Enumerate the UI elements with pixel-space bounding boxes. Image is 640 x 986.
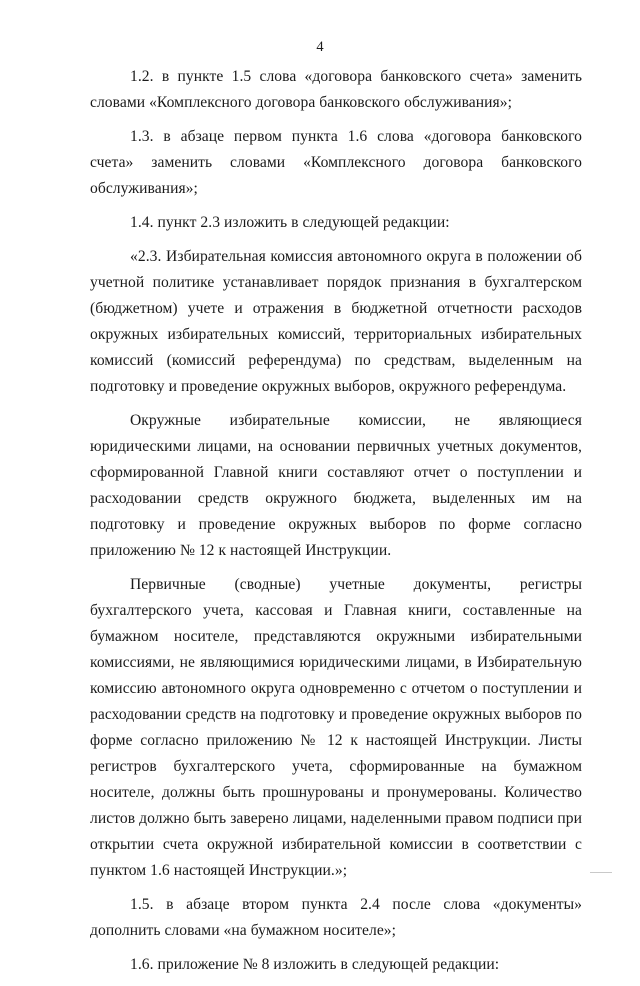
paragraph-1-2: 1.2. в пункте 1.5 слова «договора банковского счета» заменить словами «Комплексного договора банковского обслуживания»; bbox=[90, 68, 582, 111]
paragraph-1-5: 1.5. в абзаце втором пункта 2.4 после слова «документы» дополнить словами «на бумажном носителе»; bbox=[90, 896, 582, 939]
paragraph-district-commissions: Окружные избирательные комиссии, не являющиеся юридическими лицами, на основании первичных учетных документов, сформированной Главной книги составляют отчет о поступлении и расходовании средств окружного бюджета, выделенных им на подготовку и проведение окружных выборов по форме согласно приложению № 12 к настоящей Инструкции. bbox=[90, 412, 582, 559]
paragraph-1-6: 1.6. приложение № 8 изложить в следующей редакции: bbox=[130, 956, 500, 973]
paragraph-2-3: «2.3. Избирательная комиссия автономного округа в положении об учетной политике устанавливает порядок признания в бухгалтерском (бюджетном) учете и отражения в бюджетной отчетности расходов окружных избирательных комиссий, территориальных избирательных комиссий (комиссий референдума) по средствам, выделенным на подготовку и проведение окружных выборов, окружного референдума. bbox=[90, 248, 582, 395]
paragraph-primary-documents: Первичные (сводные) учетные документы, регистры бухгалтерского учета, кассовая и Главная книги, составленные на бумажном носителе, представляются окружными избирательными комиссиями, не являющимися юридическими лицами, в Избирательную комиссию автономного округа одновременно с отчетом о поступлении и расходовании средств на подготовку и проведение окружных выборов по форме согласно приложению № 12 к настоящей Инструкции. Листы регистров бухгалтерского учета, сформированные на бумажном носителе, должны быть прошнурованы и пронумерованы. Количество листов должно быть заверено лицами, наделенными правом подписи при открытии счета окружной избирательной комиссии в соответствии с пунктом 1.6 настоящей Инструкции.»; bbox=[90, 576, 582, 879]
page-number: 4 bbox=[316, 39, 324, 55]
scan-mark bbox=[590, 872, 612, 873]
document-body bbox=[90, 64, 582, 986]
paragraph-1-4: 1.4. пункт 2.3 изложить в следующей редакции: bbox=[130, 214, 450, 231]
paragraph-1-3: 1.3. в абзаце первом пункта 1.6 слова «договора банковского счета» заменить словами «Комплексного договора банковского обслуживания»; bbox=[90, 128, 582, 197]
